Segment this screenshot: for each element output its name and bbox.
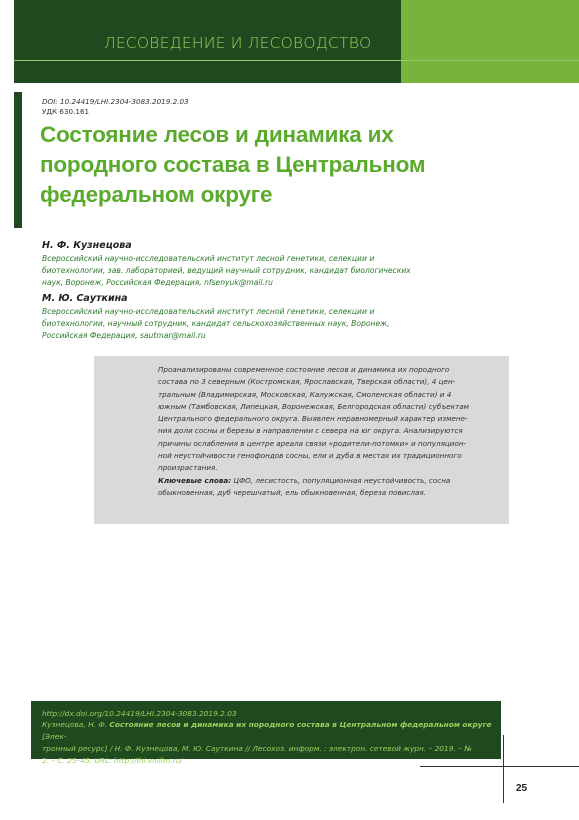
abstract-line: ной неустойчивости генофондов сосны, ели и дуба в местах их традиционного <box>158 451 462 461</box>
affiliation-line: Всероссийский научно-исследовательский институт лесной генетики, селекции и <box>42 307 375 316</box>
abstract-line: южным (Тамбовская, Липецкая, Воронежская, Белгородская области) субъектам <box>158 401 470 411</box>
author-affiliation <box>42 253 462 289</box>
article-title-line: федеральном округе <box>40 182 273 207</box>
keywords-text: ЦФО, лесистость, популяционная неустойчивость, сосна <box>233 476 451 485</box>
corner-horizontal-rule <box>420 766 579 767</box>
keywords-label: Ключевые слова: <box>158 476 232 485</box>
keywords <box>158 475 477 500</box>
citation-cont: [Элек- <box>42 732 67 741</box>
citation-line <box>42 719 494 743</box>
keywords-line: обыкновенная, дуб черешчатый, ель обыкновенная, береза повислая. <box>158 488 426 498</box>
author-affiliation <box>42 306 462 342</box>
udk-text: УДК 630.161 <box>42 107 90 116</box>
article-title-line: Состояние лесов и динамика их <box>40 122 394 147</box>
abstract-line: Проанализированы современное состояние лесов и динамика их породного <box>158 365 450 374</box>
doi-link[interactable]: http://dx.doi.org/10.24419/LHI.2304-3083.2019.2.03 <box>42 709 237 718</box>
abstract-line: причины ослабления в центре ареала связи «родители-потомки» и популяцион- <box>158 438 467 448</box>
citation-text <box>42 719 494 767</box>
affiliation-line: наук, Воронеж, Российская Федерация, nfsenyuk@mail.ru <box>42 278 273 287</box>
header-rule <box>14 60 579 61</box>
abstract-line: Центрального федерального округа. Выявлен неравномерный характер измене- <box>158 414 468 424</box>
section-title: ЛЕСОВЕДЕНИЕ И ЛЕСОВОДСТВО <box>104 34 372 52</box>
affiliation-line: биотехнологии, зав. лабораторией, ведущий научный сотрудник, кандидат биологических <box>42 266 411 275</box>
corner-vertical-rule <box>503 735 504 803</box>
citation-line: 2. – С. 25–45. URL: http://lhi.vniilm.ru/ <box>42 756 183 765</box>
abstract-text <box>158 364 477 475</box>
article-title-line: породного состава в Центральном <box>40 152 426 177</box>
abstract-line: тральным (Владимирская, Московская, Калужская, Смоленская области) и 4 <box>158 389 452 399</box>
article-title <box>40 120 440 210</box>
citation-title: Состояние лесов и динамика их породного состава в Центральном федеральном округе <box>109 720 492 729</box>
doi-text: DOI: 10.24419/LHI.2304-3083.2019.2.03 <box>42 97 189 106</box>
title-side-bar <box>14 92 22 228</box>
keywords-line <box>158 475 477 487</box>
header-green-band <box>401 0 579 83</box>
author-name: М. Ю. Сауткина <box>42 293 128 304</box>
citation-line: тронный ресурс] / Н. Ф. Кузнецова, М. Ю. Сауткина // Лесохоз. информ. : электрон. сетевой журн. – 2019. – № <box>42 744 472 753</box>
page-number: 25 <box>516 783 528 794</box>
affiliation-line: Всероссийский научно-исследовательский институт лесной генетики, селекции и <box>42 254 375 263</box>
citation-prefix: Кузнецова, Н. Ф. <box>42 720 108 729</box>
abstract-line: состава по 3 северным (Костромская, Ярославская, Тверская области), 4 цен- <box>158 377 456 387</box>
affiliation-line: Российская Федерация, sautmar@mail.ru <box>42 331 206 340</box>
abstract-line: ния доли сосны и березы в направлении с севера на юг округа. Анализируются <box>158 426 463 436</box>
abstract-line: произрастания. <box>158 463 218 473</box>
affiliation-line: биотехнологии, научный сотрудник, кандидат сельскохозяйственных наук, Воронеж, <box>42 319 390 328</box>
author-name: Н. Ф. Кузнецова <box>42 240 132 251</box>
